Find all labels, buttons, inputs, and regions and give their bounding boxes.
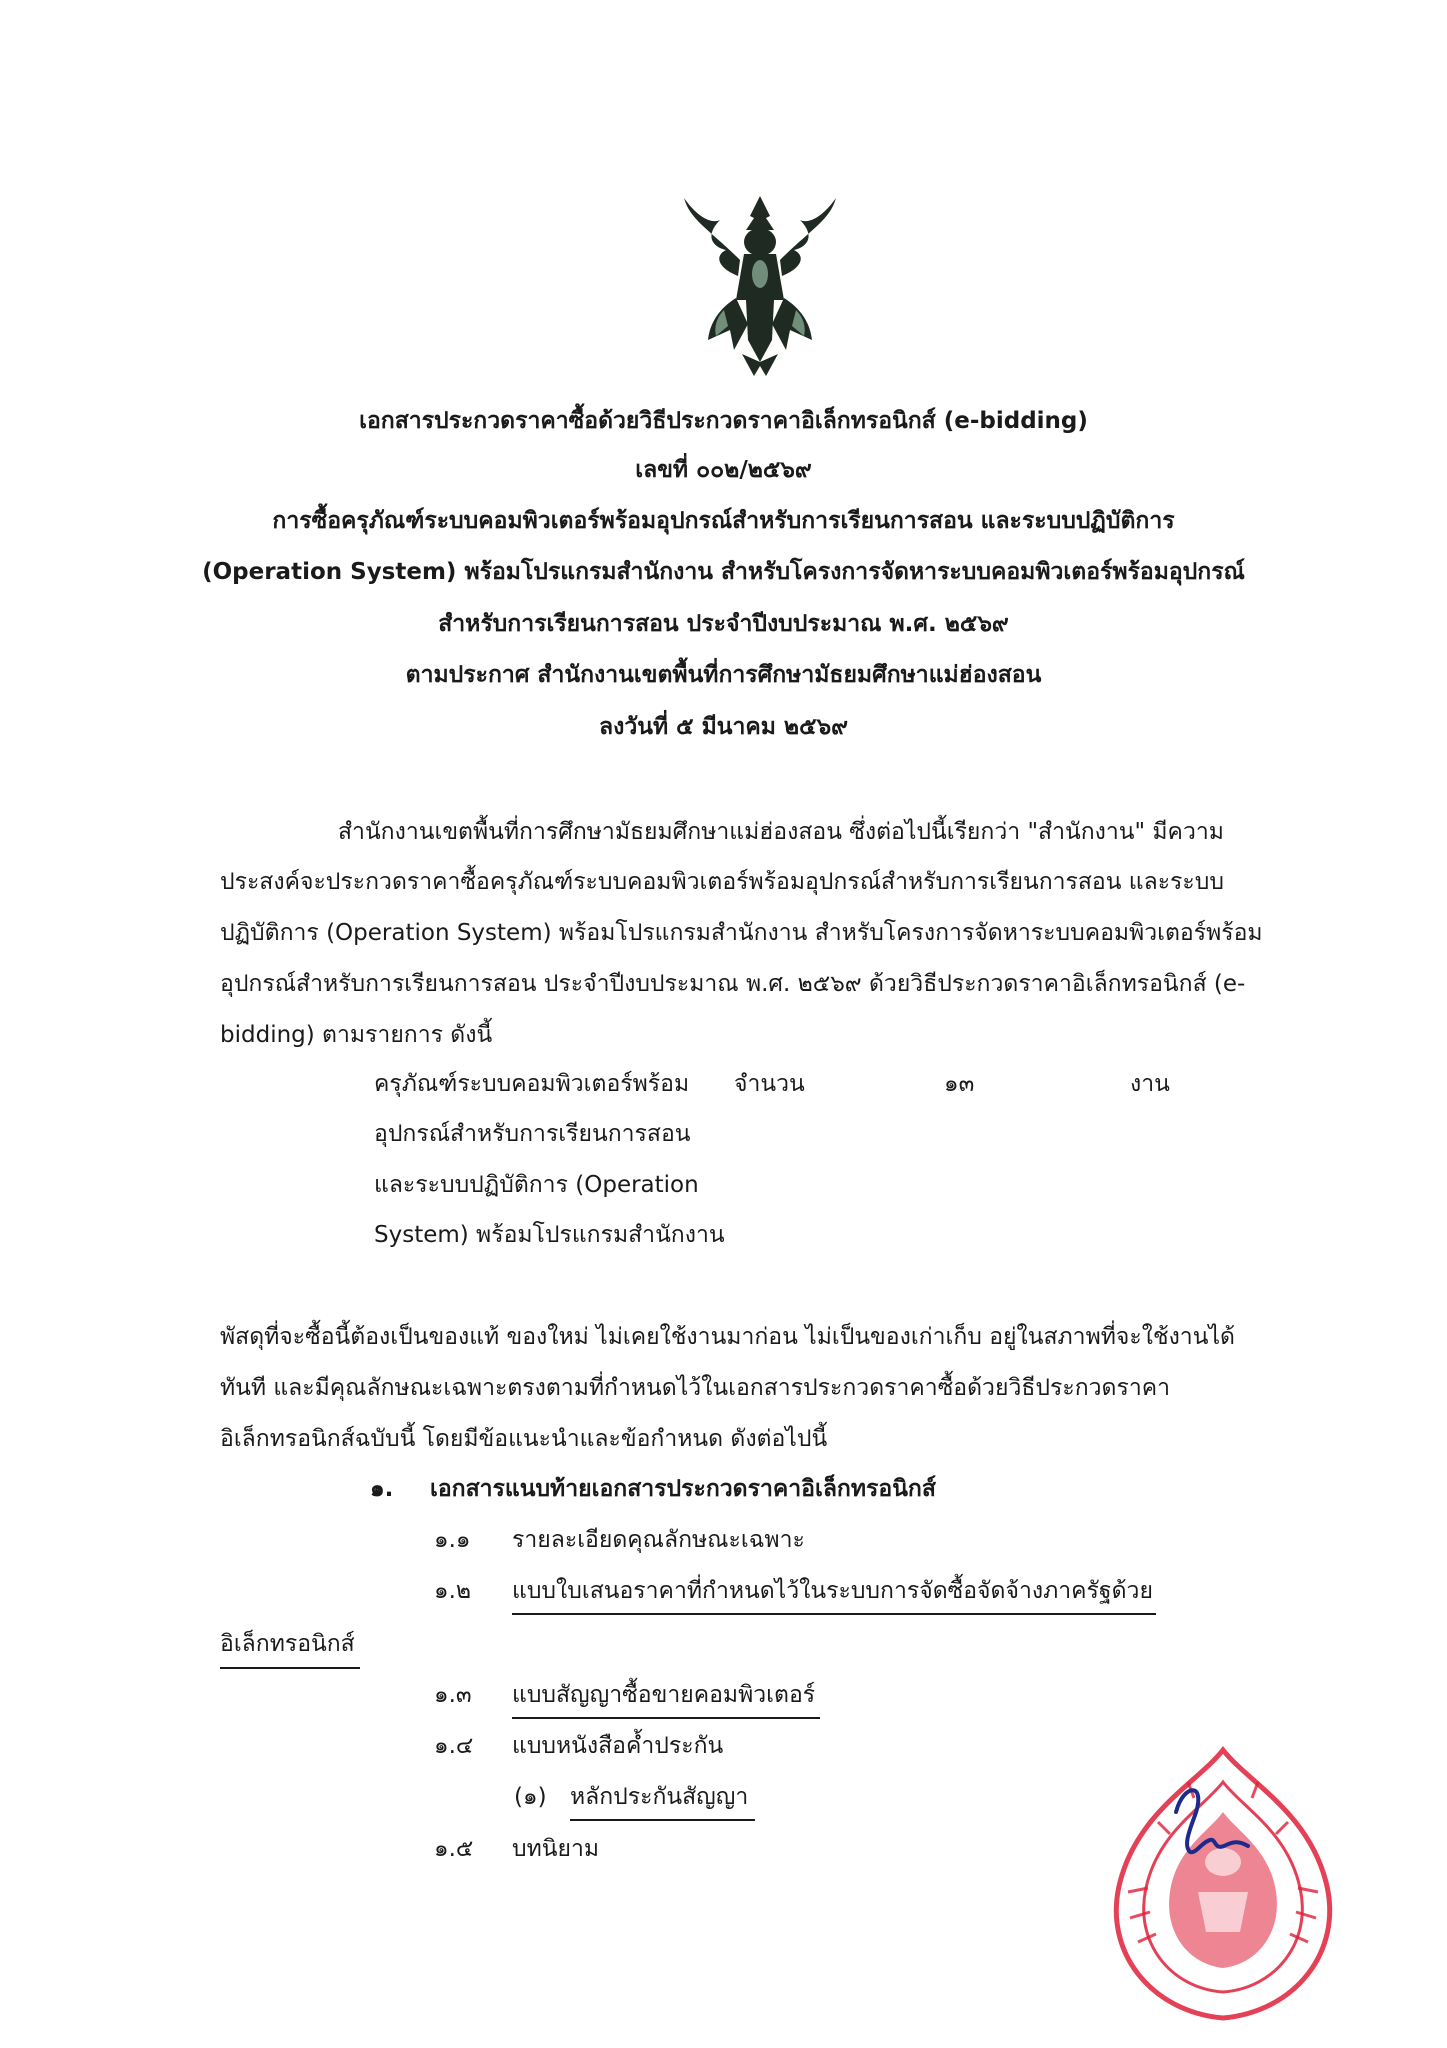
procurement-subject-line-1: การซื้อครุภัณฑ์ระบบคอมพิวเตอร์พร้อมอุปกรณ์สำหรับการเรียนการสอน และระบบปฏิบัติการ — [272, 508, 1175, 534]
garuda-emblem-icon — [680, 190, 840, 380]
item-quantity-label: จำนวน — [734, 1071, 805, 1097]
item-name-line-3: และระบบปฏิบัติการ (Operation — [374, 1172, 699, 1198]
item-1-4-number: ๑.๔ — [434, 1733, 474, 1759]
item-1-2-continuation-underline — [220, 1667, 360, 1669]
item-1-2-underline — [512, 1613, 1156, 1615]
item-1-3-underline — [512, 1717, 820, 1719]
intro-line-2: ประสงค์จะประกวดราคาซื้อครุภัณฑ์ระบบคอมพิวเตอร์พร้อมอุปกรณ์สำหรับการเรียนการสอน และระบบ — [220, 869, 1224, 895]
section-1-title: เอกสารแนบท้ายเอกสารประกวดราคาอิเล็กทรอนิกส์ — [430, 1476, 936, 1502]
item-1-5-text: บทนิยาม — [512, 1836, 600, 1862]
item-1-5-number: ๑.๕ — [434, 1836, 474, 1862]
conditions-line-2: ทันที และมีคุณลักษณะเฉพาะตรงตามที่กำหนดไว้ในเอกสารประกวดราคาซื้อด้วยวิธีประกวดราคา — [220, 1375, 1171, 1401]
item-unit: งาน — [1130, 1071, 1170, 1097]
intro-line-4: อุปกรณ์สำหรับการเรียนการสอน ประจำปีงบประมาณ พ.ศ. ๒๕๖๙ ด้วยวิธีประกวดราคาอิเล็กทรอนิกส์ (e- — [220, 971, 1246, 997]
announcement-reference: ตามประกาศ สำนักงานเขตพื้นที่การศึกษามัธยมศึกษาแม่ฮ่องสอน — [405, 662, 1042, 688]
item-1-4-sub-underline — [570, 1819, 755, 1821]
office-seal-icon — [1098, 1742, 1348, 2032]
intro-line-3: ปฏิบัติการ (Operation System) พร้อมโปรแกรมสำนักงาน สำหรับโครงการจัดหาระบบคอมพิวเตอร์พร้อม — [220, 920, 1263, 946]
document-number: เลขที่ ๐๐๒/๒๕๖๙ — [635, 457, 812, 483]
item-1-3-number: ๑.๓ — [434, 1682, 472, 1708]
announcement-date: ลงวันที่ ๕ มีนาคม ๒๕๖๙ — [599, 714, 848, 740]
item-1-2-number: ๑.๒ — [434, 1578, 472, 1604]
procurement-subject-line-2: (Operation System) พร้อมโปรแกรมสำนักงาน สำหรับโครงการจัดหาระบบคอมพิวเตอร์พร้อมอุปกรณ์ — [202, 559, 1245, 585]
item-name-line-2: อุปกรณ์สำหรับการเรียนการสอน — [374, 1121, 691, 1147]
procurement-subject-line-3: สำหรับการเรียนการสอน ประจำปีงบประมาณ พ.ศ. ๒๕๖๙ — [438, 611, 1009, 637]
conditions-line-1: พัสดุที่จะซื้อนี้ต้องเป็นของแท้ ของใหม่ ไม่เคยใช้งานมาก่อน ไม่เป็นของเก่าเก็บ อยู่ในสภาพที่จะใช้งานได้ — [220, 1324, 1235, 1350]
item-1-2-text: แบบใบเสนอราคาที่กำหนดไว้ในระบบการจัดซื้อจัดจ้างภาครัฐด้วย — [512, 1578, 1153, 1604]
item-1-1-number: ๑.๑ — [434, 1527, 471, 1553]
intro-line-1: สำนักงานเขตพื้นที่การศึกษามัธยมศึกษาแม่ฮ่องสอน ซึ่งต่อไปนี้เรียกว่า "สำนักงาน" มีความ — [338, 819, 1224, 845]
document-title: เอกสารประกวดราคาซื้อด้วยวิธีประกวดราคาอิเล็กทรอนิกส์ (e-bidding) — [359, 408, 1088, 434]
item-name-line-1: ครุภัณฑ์ระบบคอมพิวเตอร์พร้อม — [374, 1071, 690, 1097]
section-1-number: ๑. — [370, 1476, 394, 1502]
item-name-line-4: System) พร้อมโปรแกรมสำนักงาน — [374, 1222, 725, 1248]
conditions-line-3: อิเล็กทรอนิกส์ฉบับนี้ โดยมีข้อแนะนำและข้อกำหนด ดังต่อไปนี้ — [220, 1426, 828, 1452]
item-1-4-sub-text: หลักประกันสัญญา — [570, 1784, 749, 1810]
item-1-2-continuation: อิเล็กทรอนิกส์ — [220, 1631, 355, 1657]
item-quantity: ๑๓ — [944, 1071, 975, 1097]
intro-line-5: bidding) ตามรายการ ดังนี้ — [220, 1022, 493, 1048]
item-1-4-sub-number: (๑) — [514, 1784, 547, 1810]
item-1-1-text: รายละเอียดคุณลักษณะเฉพาะ — [512, 1527, 805, 1553]
item-1-3-text: แบบสัญญาซื้อขายคอมพิวเตอร์ — [512, 1682, 816, 1708]
item-1-4-text: แบบหนังสือค้ำประกัน — [512, 1733, 724, 1759]
